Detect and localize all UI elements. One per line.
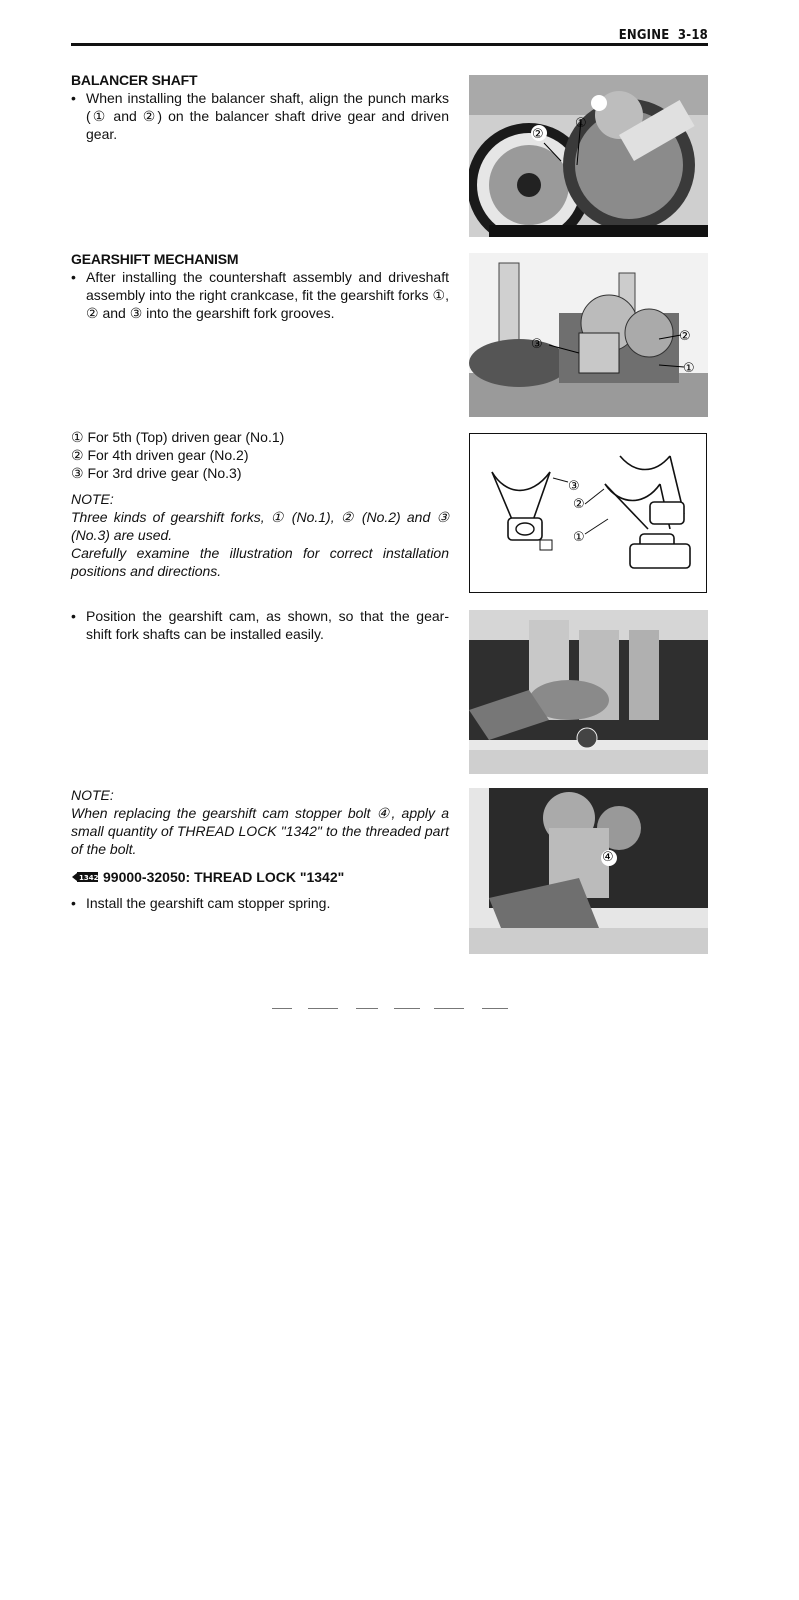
thread-lock-icon xyxy=(71,870,99,884)
balancer-section xyxy=(71,71,449,143)
diagram-callout-2: ② xyxy=(573,497,585,512)
cam-section xyxy=(71,607,449,643)
diagram-callout-3: ③ xyxy=(568,479,580,494)
stopper-callout-4: ④ xyxy=(602,850,614,865)
footer-dash xyxy=(482,1008,508,1009)
fork-item-1: ① For 5th (Top) driven gear (No.1) xyxy=(71,429,285,445)
page-header-title: ENGINE 3-18 xyxy=(618,28,708,43)
gearshift-section xyxy=(71,250,449,322)
thread-lock-icon-text: 1342 xyxy=(79,874,99,882)
diagram-callout-1: ① xyxy=(573,530,585,545)
gearshift-fork-diagram xyxy=(469,433,707,593)
stopper-section xyxy=(71,786,449,912)
fork-note-label: NOTE: xyxy=(71,491,114,507)
footer-dash xyxy=(394,1008,420,1009)
gearshift-bullet: • After installing the countershaft assembly and driveshaft assembly into the right crankcase, fit the gearshift forks ①, ② and ③ into the gearshift fork grooves. xyxy=(71,268,449,322)
stopper-note-label: NOTE: xyxy=(71,787,114,803)
fork-item-3: ③ For 3rd drive gear (No.3) xyxy=(71,465,242,481)
gearshift-heading: GEARSHIFT MECHANISM xyxy=(71,251,239,267)
fork-list-section xyxy=(71,428,449,580)
fork-note-line1: Three kinds of gearshift forks, ① (No.1), ② (No.2) and ③ (No.3) are used. xyxy=(71,509,449,543)
balancer-bullet: • When installing the balancer shaft, align the punch marks (① and ②) on the balancer shaft drive gear and driven gear. xyxy=(71,89,449,143)
cam-bullet: • Position the gearshift cam, as shown, so that the gear-shift fork shafts can be installed easily. xyxy=(71,607,449,643)
footer-dash xyxy=(434,1008,464,1009)
cam-stopper-photo xyxy=(469,788,708,954)
gearshift-callout-1: ① xyxy=(683,361,695,376)
balancer-heading: BALANCER SHAFT xyxy=(71,72,198,88)
header-rule xyxy=(71,43,708,46)
thread-lock-spec-text: 99000-32050: THREAD LOCK "1342" xyxy=(103,869,345,885)
gearshift-forks-photo xyxy=(469,253,708,417)
thread-lock-spec xyxy=(71,868,449,886)
footer-dash xyxy=(308,1008,338,1009)
gearshift-callout-3: ③ xyxy=(531,337,543,352)
balancer-callout-1: ① xyxy=(575,116,587,131)
footer-dash xyxy=(272,1008,292,1009)
stopper-note-text: When replacing the gearshift cam stopper bolt ④, apply a small quantity of THREAD LOCK "1342" to the threaded part of the bolt. xyxy=(71,805,449,857)
fork-item-2: ② For 4th driven gear (No.2) xyxy=(71,447,249,463)
stopper-spring-bullet: • Install the gearshift cam stopper spring. xyxy=(71,894,449,912)
fork-note-line2: Carefully examine the illustration for correct installation positions and directions. xyxy=(71,545,449,579)
footer-dash xyxy=(356,1008,378,1009)
gearshift-cam-photo xyxy=(469,610,708,774)
balancer-shaft-photo xyxy=(469,75,708,237)
balancer-callout-2: ② xyxy=(532,127,544,142)
gearshift-callout-2: ② xyxy=(679,329,691,344)
